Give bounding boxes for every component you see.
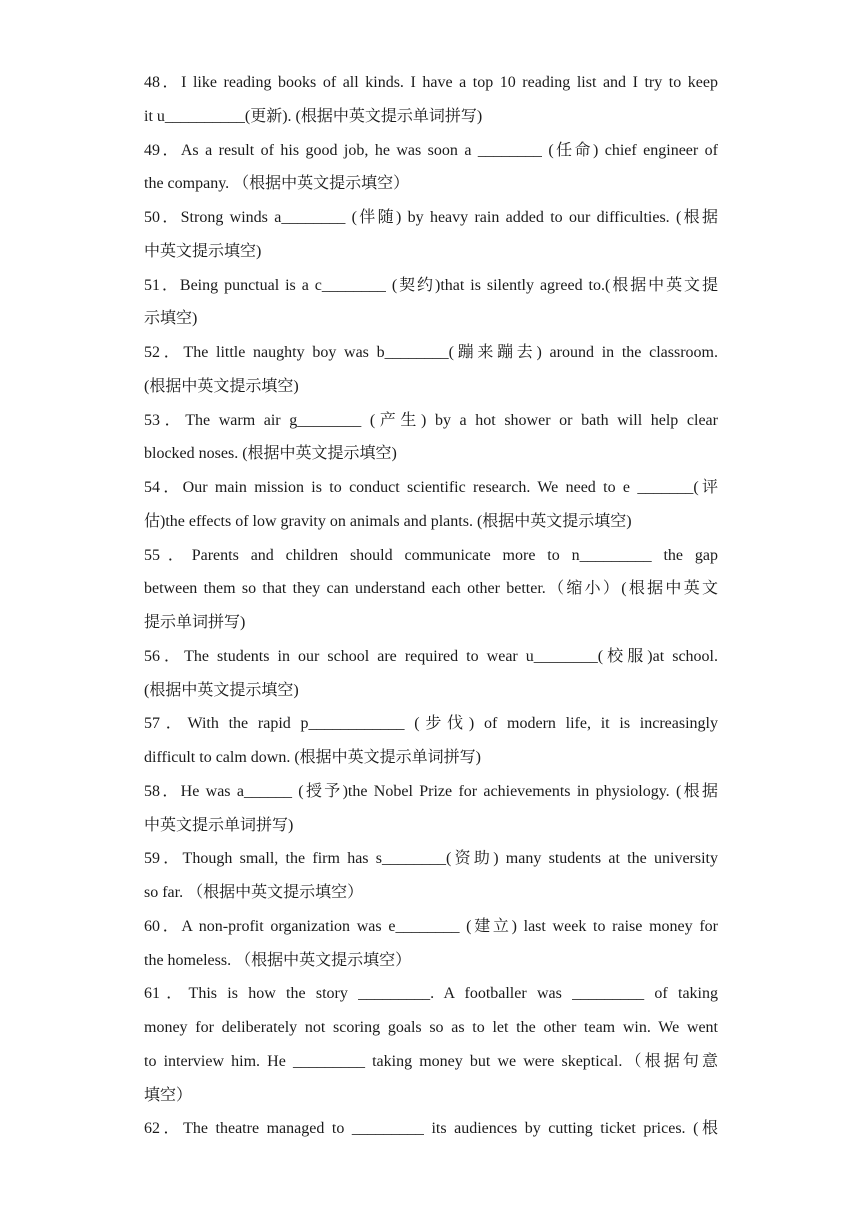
question-59 (144, 842, 718, 910)
question-line: 中英文提示单词拼写) (144, 816, 294, 834)
question-line: 57．With the rapid p____________ (步伐) of modern life, it is increasingly (144, 715, 718, 733)
question-49 (144, 134, 718, 202)
question-line: 49．As a result of his good job, he was soon a ________ (任命) chief engineer of (144, 141, 718, 159)
question-50 (144, 201, 718, 269)
question-line: 61．This is how the story _________. A footballer was _________ of taking (144, 985, 718, 1003)
question-line: 51．Being punctual is a c________ (契约)that is silently agreed to.(根据中英文提 (144, 276, 718, 294)
question-52 (144, 336, 718, 404)
question-55 (144, 539, 718, 640)
question-line: the homeless. （根据中英文提示填空） (144, 951, 412, 969)
question-51 (144, 269, 718, 337)
question-60 (144, 910, 718, 978)
question-48 (144, 66, 718, 134)
question-56 (144, 640, 718, 708)
question-61 (144, 977, 718, 1112)
question-line: 中英文提示填空) (144, 242, 262, 260)
question-line: 53．The warm air g________ (产生) by a hot shower or bath will help clear (144, 411, 718, 429)
question-line: it u__________(更新). (根据中英文提示单词拼写) (144, 107, 483, 125)
question-line: 59．Though small, the firm has s________(资助) many students at the university (144, 850, 718, 868)
question-line: 填空） (144, 1086, 193, 1104)
question-54 (144, 471, 718, 539)
question-53 (144, 404, 718, 472)
question-line: (根据中英文提示填空) (144, 681, 299, 699)
question-line: to interview him. He _________ taking money but we were skeptical.（根据句意 (144, 1052, 718, 1070)
question-line: 56．The students in our school are required to wear u________(校服)at school. (144, 647, 718, 665)
question-line: 示填空) (144, 310, 198, 328)
question-line: 52．The little naughty boy was b________(蹦来蹦去) around in the classroom. (144, 344, 718, 361)
question-line: the company. （根据中英文提示填空） (144, 175, 410, 193)
question-line: between them so that they can understand each other better.（缩小）(根据中英文 (144, 580, 718, 598)
question-line: 58．He was a______ (授予)the Nobel Prize for achievements in physiology. (根据 (144, 782, 718, 800)
question-line: 48．I like reading books of all kinds. I have a top 10 reading list and I try to keep (144, 74, 718, 91)
question-line: difficult to calm down. (根据中英文提示单词拼写) (144, 749, 482, 766)
question-line: blocked noses. (根据中英文提示填空) (144, 445, 397, 463)
question-line: money for deliberately not scoring goals so as to let the other team win. We went (144, 1019, 718, 1036)
question-line: 62．The theatre managed to _________ its audiences by cutting ticket prices. (根 (144, 1120, 718, 1138)
question-57 (144, 707, 718, 775)
question-line: 55．Parents and children should communicate more to n_________ the gap (144, 546, 718, 564)
question-line: 提示单词拼写) (144, 614, 246, 631)
question-line: so far. （根据中英文提示填空） (144, 884, 364, 901)
question-list (144, 66, 718, 1146)
question-line: 估)the effects of low gravity on animals and plants. (根据中英文提示填空) (144, 512, 632, 530)
question-62 (144, 1112, 718, 1146)
question-line: (根据中英文提示填空) (144, 377, 299, 395)
question-line: 60．A non-profit organization was e________ (建立) last week to raise money for (144, 917, 718, 935)
question-line: 50．Strong winds a________ (伴随) by heavy rain added to our difficulties. (根据 (144, 209, 718, 226)
question-58 (144, 775, 718, 843)
question-line: 54．Our main mission is to conduct scientific research. We need to e _______(评 (144, 479, 718, 496)
